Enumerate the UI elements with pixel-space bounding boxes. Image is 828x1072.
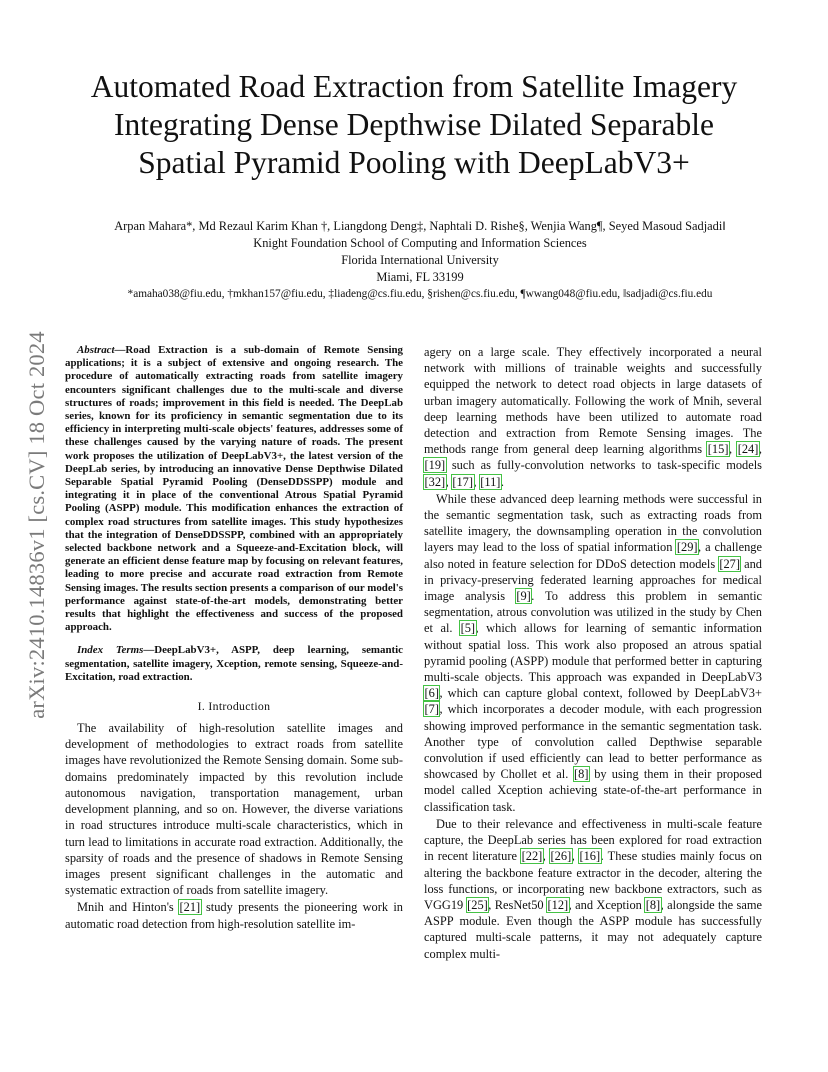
intro-body bbox=[65, 720, 403, 932]
citation-link[interactable]: [25] bbox=[467, 897, 488, 912]
paragraph: Mnih and Hinton's [21] study presents the pioneering work in automatic road detection from high-resolution satellite im- bbox=[65, 900, 403, 931]
left-column bbox=[65, 344, 403, 932]
citation-link[interactable]: [24] bbox=[737, 442, 759, 457]
citation-link[interactable]: [7] bbox=[424, 702, 439, 717]
author-list: Arpan Mahara*, Md Rezaul Karim Khan †, Liangdong Deng‡, Naphtali D. Rishe§, Wenjia Wang¶, Seyed Masoud Sadjadi‖ bbox=[114, 219, 726, 233]
citation-link[interactable]: [6] bbox=[424, 686, 439, 701]
paper-title bbox=[60, 68, 768, 182]
citation-link[interactable]: [15] bbox=[707, 442, 729, 457]
arxiv-sidebar bbox=[22, 290, 52, 760]
section-heading: I. Introduction bbox=[197, 699, 271, 714]
citation-link[interactable]: [32] bbox=[424, 474, 446, 489]
affiliation-line: Knight Foundation School of Computing and Information Sciences bbox=[253, 236, 587, 250]
citation-link[interactable]: [26] bbox=[550, 849, 572, 864]
abstract-label: Abstract bbox=[77, 344, 115, 356]
title-line: Automated Road Extraction from Satellite Imagery bbox=[90, 69, 738, 104]
citation-link[interactable]: [22] bbox=[521, 849, 543, 864]
index-terms bbox=[65, 644, 403, 684]
citation-link[interactable]: [21] bbox=[179, 900, 201, 915]
citation-link[interactable]: [12] bbox=[547, 897, 569, 912]
index-terms-label: Index Terms bbox=[77, 644, 144, 657]
author-emails: *amaha038@fiu.edu, †mkhan157@fiu.edu, ‡liadeng@cs.fiu.edu, §rishen@cs.fiu.edu, ¶wwang048@fiu.edu, ‖sadjadi@cs.fiu.edu bbox=[127, 288, 713, 300]
affiliation-line: Florida International University bbox=[341, 253, 499, 267]
affiliation-line: Miami, FL 33199 bbox=[376, 270, 464, 284]
citation-link[interactable]: [5] bbox=[460, 621, 476, 636]
citation-link[interactable]: [11] bbox=[480, 474, 501, 489]
citation-link[interactable]: [16] bbox=[579, 849, 601, 864]
arxiv-id: arXiv:2410.14836v1 [cs.CV] 18 Oct 2024 bbox=[24, 331, 49, 719]
title-line: Integrating Dense Depthwise Dilated Separable bbox=[113, 107, 715, 142]
abstract bbox=[65, 344, 403, 634]
abstract-text: —Road Extraction is a sub-domain of Remote Sensing applications; it is a subject of extensive and ongoing research. The procedure of automatically extracting roads from satellite imagery encounters significant challenges due to the multi-scale and diverse structures of roads; improvement in this field is needed. The DeepLab series, known for its proficiency in semantic segmentation due to its efficiency in interpreting multi-scale objects' features, addresses some of these challenges caused by the varying nature of roads. The present work proposes the utilization of DeepLabV3+, the latest version of the DeepLab series, by introducing an innovative Dense Depthwise Dilated Separable Spatial Pyramid Pooling (DenseDDSSPP) module and integrating it in place of the conventional Atrous Spatial Pyramid Pooling (ASPP) module. This modification enhances the extraction of complex road structures from satellite images. This study hypothesizes that the integration of DenseDDSSPP, combined with an appropriately selected backbone network and a Squeeze-and-Excitation block, will generate an efficient dense feature map by focusing on relevant features, leading to more precise and accurate road extraction from Remote Sensing images. The results section presents a comparison of our model's performance against state-of-the-art models, demonstrating better results that highlight the effectiveness and success of the proposed approach. bbox=[65, 344, 403, 634]
citation-link[interactable]: [17] bbox=[452, 474, 474, 489]
citation-link[interactable]: [8] bbox=[574, 767, 589, 782]
author-block bbox=[40, 218, 800, 303]
citation-link[interactable]: [29] bbox=[676, 540, 698, 555]
paragraph: Due to their relevance and effectiveness in multi-scale feature capture, the DeepLab series has been explored for road extraction in recent literature [22], [26], [16]. These studies mainly focus on altering the backbone feature extractor in the decoder, altering the loss functions, or incorporating new backbone extractors, such as VGG19 [25], ResNet50 [12], and Xception [8], alongside the same ASPP module. Even though the ASPP module has successfully captured multi-scale patterns, it may not adequately capture complex multi- bbox=[424, 816, 762, 961]
paragraph: agery on a large scale. They effectively incorporated a neural network with millions of trainable weights and successfully equipped the network to detect road objects in large datasets of urban imagery automatically. Following the work of Mnih, several deep learning methods have been utilized to automate road detection and extraction from Remote Sensing images. The methods range from general deep learning algorithms [15], [24], [19] such as fully-convolution networks to task-specific models [32], [17], [11]. bbox=[424, 345, 762, 489]
citation-link[interactable]: [9] bbox=[516, 589, 531, 604]
index-terms-text: —DeepLabV3+, ASPP, deep learning, semantic segmentation, satellite imagery, Xception, remote sensing, Squeeze-and-Excitation, road extraction. bbox=[65, 644, 403, 683]
citation-link[interactable]: [19] bbox=[424, 458, 446, 473]
title-line: Spatial Pyramid Pooling with DeepLabV3+ bbox=[138, 145, 690, 180]
right-column bbox=[424, 344, 762, 962]
paragraph: The availability of high-resolution satellite images and development of methodologies to extract roads from satellite images have revolutionized the Remote Sensing domain. Some sub-domains predominately impacted by this revolution include autonomous navigation, transportation management, urban development planning, and so on. However, the diverse variations in road structures introduce multi-scale characteristics, which in turn lead to limitations in accurate road extraction. Additionally, the sparsity of roads and the presence of shadows in Remote Sensing images present significant challenges in the automatic and systematic extraction of roads from satellite imagery. bbox=[65, 721, 403, 898]
citation-link[interactable]: [8] bbox=[645, 897, 661, 912]
citation-link[interactable]: [27] bbox=[719, 556, 740, 571]
paragraph: While these advanced deep learning methods were successful in the semantic segmentation task, such as extracting roads from satellite imagery, the downsampling operation in the convolution layers may lead to the loss of spatial information [29], a challenge also noted in feature selection for DDoS detection models [27] and in privacy-preserving federated learning approaches for medical image analysis [9]. To address this problem in semantic segmentation, atrous convolution was utilized in the study by Chen et al. [5], which allows for learning of semantic information without spatial loss. This work also proposed an atrous spatial pyramid pooling (ASPP) module that performed better in capturing multi-scale objects. This approach was expanded in DeepLabV3 [6], which can capture global context, followed by DeepLabV3+ [7], which incorporates a decoder module, with each progression showing improved performance in the semantic segmentation task. Another type of convolution called Depthwise separable convolution if used efficiently can lead to better performance as showcased by Chollet et al. [8] by using them in their proposed model called Xception achieving state-of-the-art performance in classification task. bbox=[424, 491, 763, 814]
